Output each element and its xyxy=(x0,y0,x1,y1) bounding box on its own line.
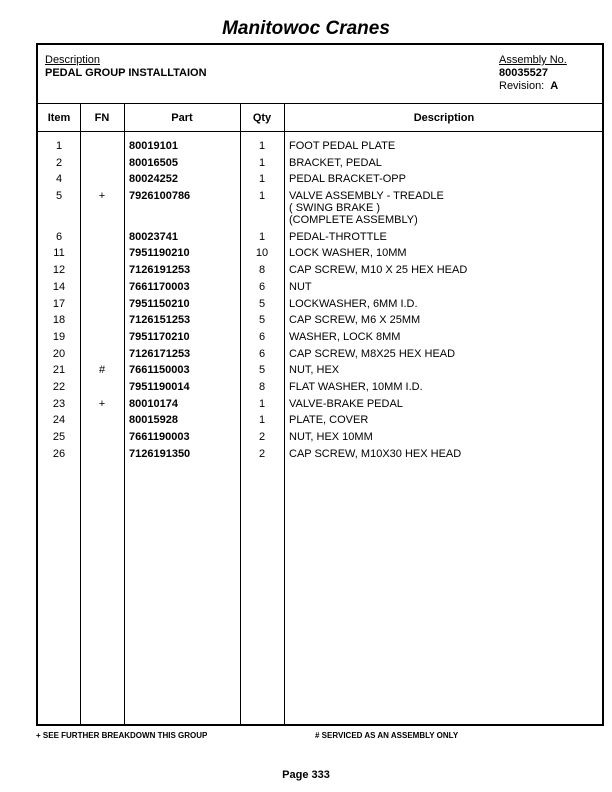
revision-value: A xyxy=(550,80,559,92)
qty-cell: 5 xyxy=(258,364,266,377)
column-header-description: Description xyxy=(413,112,475,124)
description-cell xyxy=(289,247,407,259)
description-line: NUT, HEX xyxy=(289,364,340,377)
qty-cell: 1 xyxy=(258,173,266,186)
part-number-cell: 80010174 xyxy=(129,397,178,410)
qty-cell: 2 xyxy=(258,447,266,460)
footnote-plus: + SEE FURTHER BREAKDOWN THIS GROUP xyxy=(36,731,208,740)
item-cell: 25 xyxy=(52,431,66,443)
qty-cell: 1 xyxy=(258,230,266,243)
description-line: CAP SCREW, M10 X 25 HEX HEAD xyxy=(289,264,468,277)
description-cell xyxy=(289,281,312,293)
part-number-cell: 7126191253 xyxy=(129,264,191,277)
part-number-cell: 7661150003 xyxy=(129,364,190,377)
description-line: NUT, HEX 10MM xyxy=(289,431,373,443)
table-row xyxy=(38,331,602,348)
item-cell: 23 xyxy=(52,397,66,410)
table-row xyxy=(38,247,602,264)
part-number-cell: 80019101 xyxy=(129,140,178,152)
column-header-part: Part xyxy=(171,112,193,124)
table-row xyxy=(38,448,602,465)
parts-table-body xyxy=(38,140,602,464)
part-number-cell: 7926100786 xyxy=(129,190,191,203)
table-row xyxy=(38,190,602,231)
column-header-qty: Qty xyxy=(252,112,272,124)
part-number-cell: 7661190003 xyxy=(129,431,190,443)
table-row xyxy=(38,364,602,381)
part-number-cell: 80015928 xyxy=(129,414,178,427)
item-cell: 4 xyxy=(55,173,63,186)
description-line: PLATE, COVER xyxy=(289,414,369,427)
part-number-cell: 7126151253 xyxy=(129,314,191,327)
fn-cell: + xyxy=(98,397,106,410)
footnote-hash: # SERVICED AS AN ASSEMBLY ONLY xyxy=(315,731,459,740)
part-number-cell: 80023741 xyxy=(129,230,178,243)
column-header-fn: FN xyxy=(94,112,110,124)
description-line: VALVE ASSEMBLY - TREADLE xyxy=(289,190,444,203)
description-line: WASHER, LOCK 8MM xyxy=(289,330,401,343)
qty-cell: 1 xyxy=(258,397,266,410)
item-cell: 24 xyxy=(52,414,66,427)
table-row xyxy=(38,264,602,281)
qty-cell: 10 xyxy=(255,247,269,260)
table-row xyxy=(38,381,602,398)
revision-line xyxy=(499,80,567,92)
description-cell xyxy=(289,231,387,243)
part-number-cell: 7126171253 xyxy=(129,347,191,360)
description-value: PEDAL GROUP INSTALLTAION xyxy=(45,67,207,79)
description-cell xyxy=(289,348,455,360)
part-number-cell: 80016505 xyxy=(129,156,178,169)
description-line: VALVE-BRAKE PEDAL xyxy=(289,397,403,410)
description-label: Description xyxy=(45,54,101,66)
description-cell xyxy=(289,448,461,460)
item-cell: 21 xyxy=(52,364,66,377)
description-cell xyxy=(289,398,403,410)
page-number: Page 333 xyxy=(282,769,330,781)
table-row xyxy=(38,348,602,365)
qty-cell: 8 xyxy=(258,264,266,277)
qty-cell: 2 xyxy=(258,431,266,443)
description-line: ( SWING BRAKE ) xyxy=(289,202,381,215)
qty-cell: 6 xyxy=(258,347,266,360)
table-row xyxy=(38,173,602,190)
part-number-cell: 7126191350 xyxy=(129,447,191,460)
description-cell xyxy=(289,364,339,376)
description-line: CAP SCREW, M6 X 25MM xyxy=(289,314,421,327)
part-number-cell: 7951170210 xyxy=(129,330,190,343)
table-row xyxy=(38,281,602,298)
description-line: NUT xyxy=(289,280,312,293)
part-number-cell: 7951190014 xyxy=(129,380,190,393)
description-cell xyxy=(289,298,418,310)
description-cell xyxy=(289,157,382,169)
description-cell xyxy=(289,190,444,226)
parts-list-frame xyxy=(36,43,604,726)
qty-cell: 5 xyxy=(258,297,266,310)
description-line: LOCK WASHER, 10MM xyxy=(289,247,407,260)
item-cell: 6 xyxy=(55,230,63,243)
table-row xyxy=(38,414,602,431)
qty-cell: 1 xyxy=(258,156,266,169)
table-row xyxy=(38,431,602,448)
description-cell xyxy=(289,414,368,426)
description-cell xyxy=(289,381,423,393)
qty-cell: 8 xyxy=(258,380,266,393)
column-header-item: Item xyxy=(47,112,71,124)
item-cell: 22 xyxy=(52,380,66,393)
description-cell xyxy=(289,264,467,276)
description-line: PEDAL BRACKET-OPP xyxy=(289,173,406,186)
part-number-cell: 7951150210 xyxy=(129,297,190,310)
column-header-row xyxy=(38,104,602,132)
qty-cell: 6 xyxy=(258,280,266,293)
table-row xyxy=(38,231,602,248)
qty-cell: 1 xyxy=(258,140,266,152)
description-line: FOOT PEDAL PLATE xyxy=(289,140,396,152)
item-cell: 1 xyxy=(55,140,63,152)
description-cell xyxy=(289,431,373,443)
assembly-block xyxy=(499,54,567,92)
assembly-label: Assembly No. xyxy=(499,54,567,66)
part-number-cell: 80024252 xyxy=(129,173,178,186)
qty-cell: 1 xyxy=(258,190,266,203)
description-block xyxy=(45,54,207,79)
assembly-header xyxy=(38,45,602,104)
fn-cell: # xyxy=(98,364,106,377)
part-number-cell: 7661170003 xyxy=(129,280,190,293)
table-row xyxy=(38,314,602,331)
description-line: CAP SCREW, M8X25 HEX HEAD xyxy=(289,347,456,360)
table-row xyxy=(38,157,602,174)
description-line: LOCKWASHER, 6MM I.D. xyxy=(289,297,418,310)
document-title: Manitowoc Cranes xyxy=(222,18,390,39)
table-row xyxy=(38,398,602,415)
item-cell: 19 xyxy=(52,330,66,343)
table-row xyxy=(38,140,602,157)
description-cell xyxy=(289,314,420,326)
item-cell: 18 xyxy=(52,314,66,327)
fn-cell: + xyxy=(98,190,106,203)
assembly-number: 80035527 xyxy=(499,67,548,79)
item-cell: 14 xyxy=(52,280,66,293)
description-line: (COMPLETE ASSEMBLY) xyxy=(289,214,418,227)
qty-cell: 1 xyxy=(258,414,266,427)
description-line: BRACKET, PEDAL xyxy=(289,156,382,169)
description-cell xyxy=(289,140,395,152)
qty-cell: 6 xyxy=(258,330,266,343)
description-cell xyxy=(289,173,406,185)
item-cell: 2 xyxy=(55,156,63,169)
table-row xyxy=(38,298,602,315)
item-cell: 17 xyxy=(52,297,66,310)
item-cell: 26 xyxy=(52,447,66,460)
item-cell: 11 xyxy=(53,247,65,260)
item-cell: 12 xyxy=(52,264,66,277)
revision-label: Revision: xyxy=(499,80,545,92)
item-cell: 20 xyxy=(52,347,66,360)
description-line: PEDAL-THROTTLE xyxy=(289,230,387,243)
item-cell: 5 xyxy=(55,190,63,203)
qty-cell: 5 xyxy=(258,314,266,327)
description-line: CAP SCREW, M10X30 HEX HEAD xyxy=(289,447,462,460)
description-cell xyxy=(289,331,400,343)
part-number-cell: 7951190210 xyxy=(129,247,190,260)
description-line: FLAT WASHER, 10MM I.D. xyxy=(289,380,423,393)
